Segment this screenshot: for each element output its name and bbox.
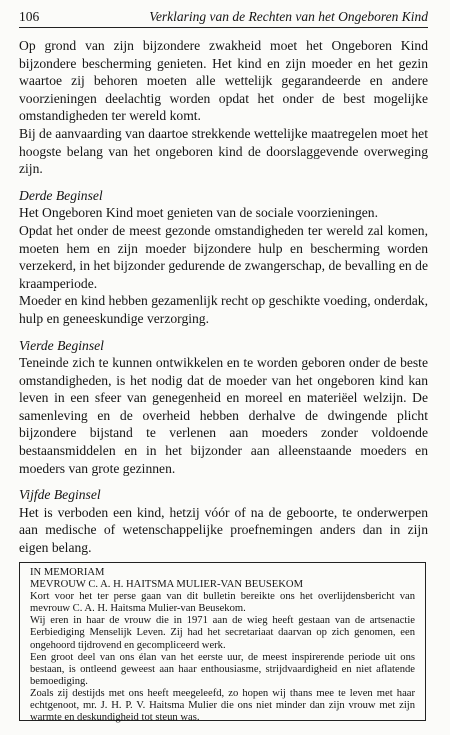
intro-paragraph-1: Op grond van zijn bijzondere zwakheid moet het Ongeboren Kind bijzondere bescherming genieten. Het kind en zijn moeder en het gezin waartoe zij behoren moeten alle wettelijk gegarandeerde en andere voorzieningen deelachtig worden opdat het onder de best mogelijke omstandigheden ter wereld komt. xyxy=(19,38,428,124)
intro-paragraph-2: Bij de aanvaarding van daartoe strekkende wettelijke maatregelen moet het hoogste belang van het ongeboren kind de doorslaggevende overweging zijn. xyxy=(19,125,428,177)
derde-paragraph-3: Moeder en kind hebben gezamenlijk recht op geschikte voeding, onderdak, hulp en geneeskundige verzorging. xyxy=(19,293,428,326)
memoriam-paragraph-4: Zoals zij destijds met ons heeft meegeleefd, zo hopen wij thans mee te leven met haar echtgenoot, mr. J. H. P. V. Haitsma Mulier die ons niet minder dan zijn vrouw met zijn warmte en deskundigheid tot steun was. xyxy=(30,687,415,724)
running-title: Verklaring van de Rechten van het Ongeboren Kind xyxy=(149,9,428,24)
header-rule xyxy=(19,27,428,28)
memoriam-paragraph-1: Kort voor het ter perse gaan van dit bulletin bereikte ons het overlijdensbericht van mevrouw C. A. H. Haitsma Mulier-van Beusekom. xyxy=(30,591,415,615)
page-header xyxy=(19,8,428,26)
main-text xyxy=(19,37,428,557)
section-heading-vijfde: Vijfde Beginsel xyxy=(19,487,101,503)
vierde-paragraph-1: Teneinde zich te kunnen ontwikkelen en te worden geboren onder de beste omstandigheden, is het nodig dat de moeder van het ongeboren kind kan leven in een sfeer van genegenheid en moreel en materiëel welzijn. De samenleving en de overheid hebben derhalve de dwingende plicht bijzondere bijstand te verlenen aan moeders zonder voldoende bestaansmiddelen en in het bijzonder aan alleenstaande moeders en moeders van grote gezinnen. xyxy=(19,355,428,476)
memoriam-title: IN MEMORIAM xyxy=(30,567,105,578)
derde-paragraph-1: Het Ongeboren Kind moet genieten van de sociale voorzieningen. xyxy=(19,205,378,221)
memoriam-paragraph-3: Een groot deel van ons élan van het eerste uur, de meest inspirerende periode uit ons bestaan, is ontleend geweest aan haar enthousiasme, strijdvaardigheid en niet aflatende bemoediging. xyxy=(30,651,415,687)
section-heading-vierde: Vierde Beginsel xyxy=(19,337,104,353)
derde-paragraph-2: Opdat het onder de meest gezonde omstandigheden ter wereld zal komen, moeten hem en zijn moeder bijzondere hulp en bescherming worden verzekerd, in het bijzonder gedurende de zwangerschap, de bevalling en de kraamperiode. xyxy=(19,222,428,291)
memoriam-name: MEVROUW C. A. H. HAITSMA MULIER-VAN BEUSEKOM xyxy=(30,579,303,591)
in-memoriam-box xyxy=(19,562,426,724)
vijfde-paragraph-1: Het is verboden een kind, hetzij vóór of na de geboorte, te onderwerpen aan medische of wetenschappelijke proefnemingen anders dan in zijn eigen belang. xyxy=(19,504,428,556)
section-heading-derde: Derde Beginsel xyxy=(19,187,103,203)
memoriam-paragraph-2: Wij eren in haar de vrouw die in 1971 aan de wieg heeft gestaan van de artsenactie Eerbiediging Menselijk Leven. Zij had het secretariaat daarvan op zich genomen, een ongehoord tijdrovend en gecompliceerd werk. xyxy=(30,615,415,651)
page-number: 106 xyxy=(19,9,40,24)
